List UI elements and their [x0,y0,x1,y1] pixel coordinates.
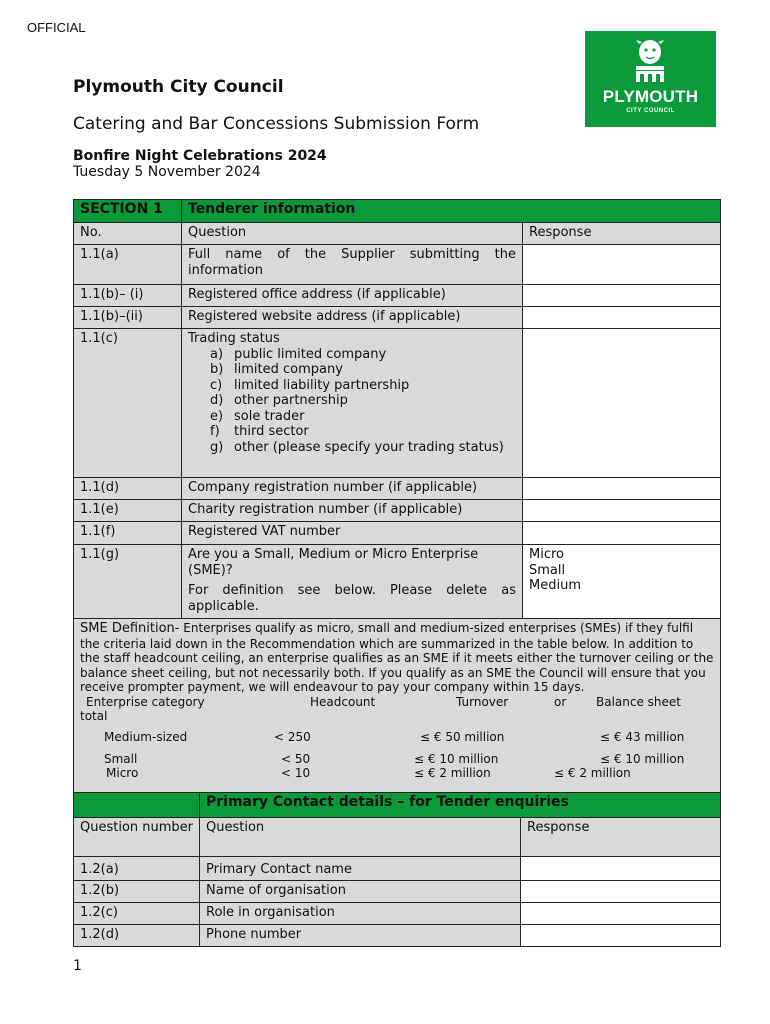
section-label: SECTION 1 [74,200,182,223]
row-number: 1.2(b) [74,880,200,902]
sme-row-headcount: < 250 [274,729,311,744]
response-field[interactable] [523,245,721,285]
event-date: Tuesday 5 November 2024 [73,164,261,180]
council-logo [585,31,716,127]
row-number: 1.2(d) [74,924,200,946]
sme-option-micro[interactable]: Micro [529,547,564,562]
council-name: Plymouth City Council [73,77,284,97]
row-number: 1.1(c) [74,329,182,478]
section2-label [74,793,200,818]
col-header-response: Response [521,818,721,857]
trading-option: g) other (please specify your trading status) [210,439,504,455]
row-question: Trading status [188,331,280,346]
row-number: 1.1(d) [74,478,182,500]
trading-option: b) limited company [210,362,343,377]
row-number: 1.1(b)– (i) [74,285,182,307]
row-number: 1.1(b)–(ii) [74,307,182,329]
trading-status-cell [182,329,523,478]
sme-header-category: Enterprise category [86,694,205,709]
trading-option: d) other partnership [210,393,348,408]
section-title: Tenderer information [182,200,721,223]
response-field[interactable] [521,857,721,881]
sme-option-small[interactable]: Small [529,562,566,578]
trading-option: c) limited liability partnership [210,377,410,393]
sme-option-medium[interactable]: Medium [529,578,581,593]
row-number: 1.2(c) [74,902,200,924]
trading-option: a) public limited company [210,346,387,362]
logo-name: PLYMOUTH [602,87,699,106]
row-question-note: For definition see below. Please delete as applicable. [188,583,516,614]
lion-crest-icon [630,38,670,84]
sme-row-category: Small [104,751,138,766]
response-field[interactable] [521,924,721,946]
classification-label: OFFICIAL [27,20,86,35]
row-question: Registered website address (if applicable) [182,307,523,329]
sme-row-balance: ≤ € 10 million [600,751,685,766]
sme-row-turnover: ≤ € 10 million [414,751,499,766]
sme-row-turnover: ≤ € 50 million [420,729,505,744]
trading-option: e) sole trader [210,408,305,424]
tenderer-information-table [73,199,721,793]
row-number: 1.2(a) [74,857,200,881]
col-header-no: No. [74,223,182,245]
sme-response-field[interactable] [523,545,721,619]
col-header-response: Response [523,223,721,245]
sme-header-headcount: Headcount [310,694,376,709]
trading-status-options [188,347,516,456]
sme-row-category: Medium-sized [104,729,188,744]
row-question: Primary Contact name [200,857,521,881]
sme-row-balance: ≤ € 2 million [554,765,631,780]
row-number: 1.1(f) [74,522,182,545]
sme-criteria-table [80,694,714,780]
row-question: Registered office address (if applicable) [182,285,523,307]
sme-header-total: total [80,708,108,723]
sme-row-balance: ≤ € 43 million [600,729,685,744]
row-number: 1.1(a) [74,245,182,285]
response-field[interactable] [523,285,721,307]
row-question: Phone number [200,924,521,946]
response-field[interactable] [523,307,721,329]
col-header-question: Question [182,223,523,245]
response-field[interactable] [523,500,721,522]
event-name: Bonfire Night Celebrations 2024 [73,148,327,164]
row-question: Role in organisation [200,902,521,924]
row-question: Registered VAT number [182,522,523,545]
col-header-question: Question [200,818,521,857]
primary-contact-table [73,792,721,947]
response-field[interactable] [521,902,721,924]
trading-option: f) third sector [210,424,309,439]
row-question: Full name of the Supplier submitting the information [182,245,523,285]
logo-subtitle: CITY COUNCIL [626,108,675,114]
sme-row-headcount: < 10 [281,765,311,780]
sme-row-headcount: < 50 [281,751,311,766]
sme-header-turnover: Turnover [456,694,509,709]
response-field[interactable] [523,329,721,478]
sme-header-or: or [554,694,567,709]
response-field[interactable] [523,522,721,545]
row-question: Name of organisation [200,880,521,902]
sme-question-cell [182,545,523,619]
response-field[interactable] [523,478,721,500]
section2-title: Primary Contact details – for Tender enquiries [200,793,721,818]
sme-definition [74,619,721,793]
row-question: Company registration number (if applicable) [182,478,523,500]
response-field[interactable] [521,880,721,902]
form-title: Catering and Bar Concessions Submission Form [73,114,480,134]
row-question: Charity registration number (if applicable) [182,500,523,522]
row-number: 1.1(e) [74,500,182,522]
page-number: 1 [73,958,82,974]
sme-definition-text: Enterprises qualify as micro, small and medium-sized enterprises (SMEs) if they fulfil the criteria laid down in the Recommendation which are summarized in the table below. In addition to the staff headcount ceiling, an enterprise qualifies as an SME if it meets either the turnover ceiling or the balance sheet ceiling, but not necessarily both. If you qualify as an SME the Council will ensure that you receive prompter payment, we will endeavour to pay your company within 15 days. [80,621,714,694]
sme-row-category: Micro [106,765,139,780]
sme-header-balance: Balance sheet [596,694,682,709]
row-number: 1.1(g) [74,545,182,619]
sme-row-turnover: ≤ € 2 million [414,765,491,780]
row-question: Are you a Small, Medium or Micro Enterprise (SME)? [188,547,479,578]
col-header-no: Question number [74,818,200,857]
sme-definition-label: SME Definition- [80,621,180,636]
